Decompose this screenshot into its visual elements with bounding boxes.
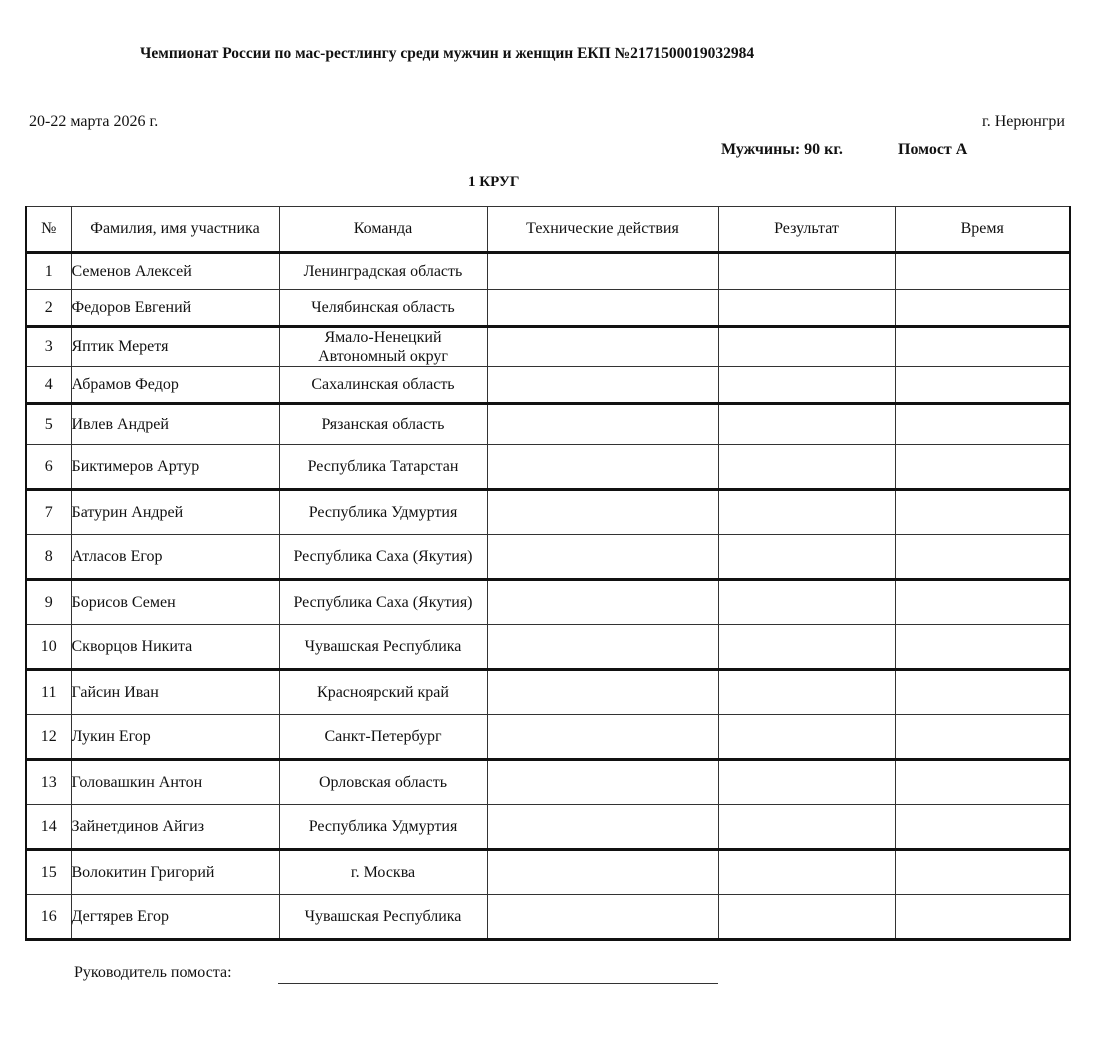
- time-cell[interactable]: [895, 327, 1070, 367]
- technical-actions-cell[interactable]: [487, 895, 718, 940]
- row-number: 4: [26, 367, 71, 404]
- participant-name: Абрамов Федор: [71, 367, 279, 404]
- result-cell[interactable]: [718, 253, 895, 290]
- table-row: [26, 715, 1070, 760]
- technical-actions-cell[interactable]: [487, 490, 718, 535]
- table-row: [26, 490, 1070, 535]
- technical-actions-cell[interactable]: [487, 327, 718, 367]
- time-cell[interactable]: [895, 535, 1070, 580]
- table-row: [26, 253, 1070, 290]
- result-cell[interactable]: [718, 850, 895, 895]
- table-row: [26, 850, 1070, 895]
- participant-team: Санкт-Петербург: [279, 715, 487, 760]
- table-header-row: [26, 207, 1070, 253]
- row-number: 7: [26, 490, 71, 535]
- time-cell[interactable]: [895, 404, 1070, 445]
- participant-team: Красноярский край: [279, 670, 487, 715]
- result-cell[interactable]: [718, 715, 895, 760]
- row-number: 2: [26, 290, 71, 327]
- technical-actions-cell[interactable]: [487, 253, 718, 290]
- participant-name: Яптик Меретя: [71, 327, 279, 367]
- time-cell[interactable]: [895, 253, 1070, 290]
- technical-actions-cell[interactable]: [487, 445, 718, 490]
- row-number: 9: [26, 580, 71, 625]
- participant-name: Дегтярев Егор: [71, 895, 279, 940]
- technical-actions-cell[interactable]: [487, 715, 718, 760]
- technical-actions-cell[interactable]: [487, 670, 718, 715]
- time-cell[interactable]: [895, 850, 1070, 895]
- technical-actions-cell[interactable]: [487, 535, 718, 580]
- result-cell[interactable]: [718, 404, 895, 445]
- row-number: 16: [26, 895, 71, 940]
- row-number: 6: [26, 445, 71, 490]
- table-row: [26, 625, 1070, 670]
- row-number: 8: [26, 535, 71, 580]
- round-label: 1 КРУГ: [468, 174, 520, 190]
- participant-name: Зайнетдинов Айгиз: [71, 805, 279, 850]
- row-number: 15: [26, 850, 71, 895]
- time-cell[interactable]: [895, 290, 1070, 327]
- time-cell[interactable]: [895, 490, 1070, 535]
- table-row: [26, 404, 1070, 445]
- result-cell[interactable]: [718, 670, 895, 715]
- result-cell[interactable]: [718, 580, 895, 625]
- row-number: 10: [26, 625, 71, 670]
- document-title: Чемпионат России по мас-рестлингу среди мужчин и женщин ЕКП №2171500019032984: [140, 45, 755, 62]
- technical-actions-cell[interactable]: [487, 290, 718, 327]
- column-header-number: №: [26, 207, 71, 253]
- participant-team: Республика Саха (Якутия): [279, 580, 487, 625]
- participant-name: Ивлев Андрей: [71, 404, 279, 445]
- row-number: 1: [26, 253, 71, 290]
- table-row: [26, 535, 1070, 580]
- participant-name: Головашкин Антон: [71, 760, 279, 805]
- technical-actions-cell[interactable]: [487, 760, 718, 805]
- table-row: [26, 367, 1070, 404]
- table-row: [26, 290, 1070, 327]
- result-cell[interactable]: [718, 535, 895, 580]
- participant-name: Скворцов Никита: [71, 625, 279, 670]
- event-city: г. Нерюнгри: [981, 113, 1065, 130]
- table-row: [26, 895, 1070, 940]
- result-cell[interactable]: [718, 805, 895, 850]
- participant-team: Ленинградская область: [279, 253, 487, 290]
- participant-team: Чувашская Республика: [279, 625, 487, 670]
- participant-name: Волокитин Григорий: [71, 850, 279, 895]
- team-line: Автономный округ: [318, 348, 448, 365]
- participant-name: Батурин Андрей: [71, 490, 279, 535]
- participant-team: Республика Саха (Якутия): [279, 535, 487, 580]
- row-number: 13: [26, 760, 71, 805]
- participant-team: Челябинская область: [279, 290, 487, 327]
- result-cell[interactable]: [718, 445, 895, 490]
- participant-name: Атласов Егор: [71, 535, 279, 580]
- time-cell[interactable]: [895, 760, 1070, 805]
- technical-actions-cell[interactable]: [487, 850, 718, 895]
- table-row: [26, 760, 1070, 805]
- row-number: 3: [26, 327, 71, 367]
- technical-actions-cell[interactable]: [487, 805, 718, 850]
- result-cell[interactable]: [718, 490, 895, 535]
- column-header-actions: Технические действия: [487, 207, 718, 253]
- time-cell[interactable]: [895, 580, 1070, 625]
- column-header-result: Результат: [718, 207, 895, 253]
- participant-team: Чувашская Республика: [279, 895, 487, 940]
- column-header-team: Команда: [279, 207, 487, 253]
- weight-category: Мужчины: 90 кг.: [721, 141, 843, 158]
- column-header-time: Время: [895, 207, 1070, 253]
- row-number: 5: [26, 404, 71, 445]
- table-row: [26, 445, 1070, 490]
- table-row: [26, 580, 1070, 625]
- time-cell[interactable]: [895, 895, 1070, 940]
- platform-head-label: Руководитель помоста:: [74, 964, 232, 981]
- time-cell[interactable]: [895, 445, 1070, 490]
- participant-team: Республика Удмуртия: [279, 490, 487, 535]
- participant-team: Рязанская область: [279, 404, 487, 445]
- participant-name: Семенов Алексей: [71, 253, 279, 290]
- participant-name: Гайсин Иван: [71, 670, 279, 715]
- result-cell[interactable]: [718, 327, 895, 367]
- result-cell[interactable]: [718, 290, 895, 327]
- team-line: Ямало-Ненецкий: [324, 329, 442, 346]
- participant-team: Сахалинская область: [279, 367, 487, 404]
- participants-table: [25, 206, 1071, 941]
- technical-actions-cell[interactable]: [487, 625, 718, 670]
- participant-team: г. Москва: [279, 850, 487, 895]
- table-row: [26, 670, 1070, 715]
- technical-actions-cell[interactable]: [487, 404, 718, 445]
- technical-actions-cell[interactable]: [487, 580, 718, 625]
- result-cell[interactable]: [718, 367, 895, 404]
- platform-label: Помост А: [898, 141, 968, 158]
- participant-team: Орловская область: [279, 760, 487, 805]
- participant-team: Республика Удмуртия: [279, 805, 487, 850]
- time-cell[interactable]: [895, 367, 1070, 404]
- technical-actions-cell[interactable]: [487, 367, 718, 404]
- participant-team: Республика Татарстан: [279, 445, 487, 490]
- participant-name: Лукин Егор: [71, 715, 279, 760]
- result-cell[interactable]: [718, 895, 895, 940]
- time-cell[interactable]: [895, 805, 1070, 850]
- participant-name: Биктимеров Артур: [71, 445, 279, 490]
- row-number: 12: [26, 715, 71, 760]
- row-number: 11: [26, 670, 71, 715]
- participant-name: Борисов Семен: [71, 580, 279, 625]
- event-date: 20-22 марта 2026 г.: [29, 113, 159, 130]
- time-cell[interactable]: [895, 715, 1070, 760]
- column-header-name: Фамилия, имя участника: [71, 207, 279, 253]
- result-cell[interactable]: [718, 625, 895, 670]
- time-cell[interactable]: [895, 670, 1070, 715]
- table-row: [26, 327, 1070, 367]
- participant-team: [279, 327, 487, 367]
- signature-line[interactable]: [278, 983, 718, 984]
- time-cell[interactable]: [895, 625, 1070, 670]
- row-number: 14: [26, 805, 71, 850]
- participant-name: Федоров Евгений: [71, 290, 279, 327]
- result-cell[interactable]: [718, 760, 895, 805]
- table-row: [26, 805, 1070, 850]
